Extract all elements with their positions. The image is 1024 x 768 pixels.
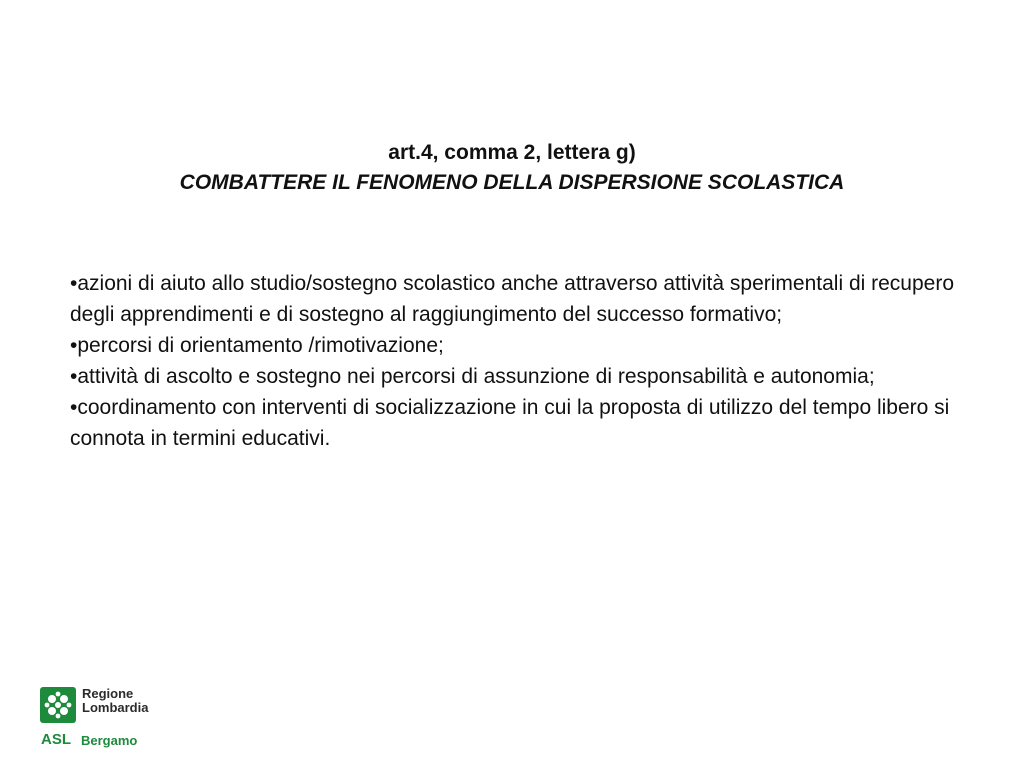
bullet-item: •percorsi di orientamento /rimotivazione; [70, 334, 444, 357]
regione-lombardia-rosa-camuna-icon [40, 687, 76, 723]
title-reference: art.4, comma 2, lettera g) [388, 141, 636, 164]
bullet-item: •azioni di aiuto allo studio/sostegno scolastico anche attraverso attività sperimentali di recupero degli apprendimenti e di sostegno al raggiungimento del successo formativo; [70, 272, 954, 326]
bullet-item: •attività di ascolto e sostegno nei percorsi di assunzione di responsabilità e autonomia; [70, 365, 875, 388]
bullet-item: •coordinamento con interventi di socializzazione in cui la proposta di utilizzo del tempo libero si connota in termini educativi. [70, 396, 950, 450]
logo-city-text: Bergamo [81, 733, 138, 748]
logo-region-name [82, 687, 148, 715]
logo-region-line2: Lombardia [82, 700, 149, 715]
logo-region-line1: Regione [82, 686, 134, 701]
logo-asl-text: ASL [41, 731, 71, 748]
asl-bergamo-logo [38, 683, 198, 753]
bullet-list [70, 268, 960, 454]
title-heading: COMBATTERE IL FENOMENO DELLA DISPERSIONE SCOLASTICA [179, 171, 845, 194]
slide-title [0, 138, 1024, 198]
